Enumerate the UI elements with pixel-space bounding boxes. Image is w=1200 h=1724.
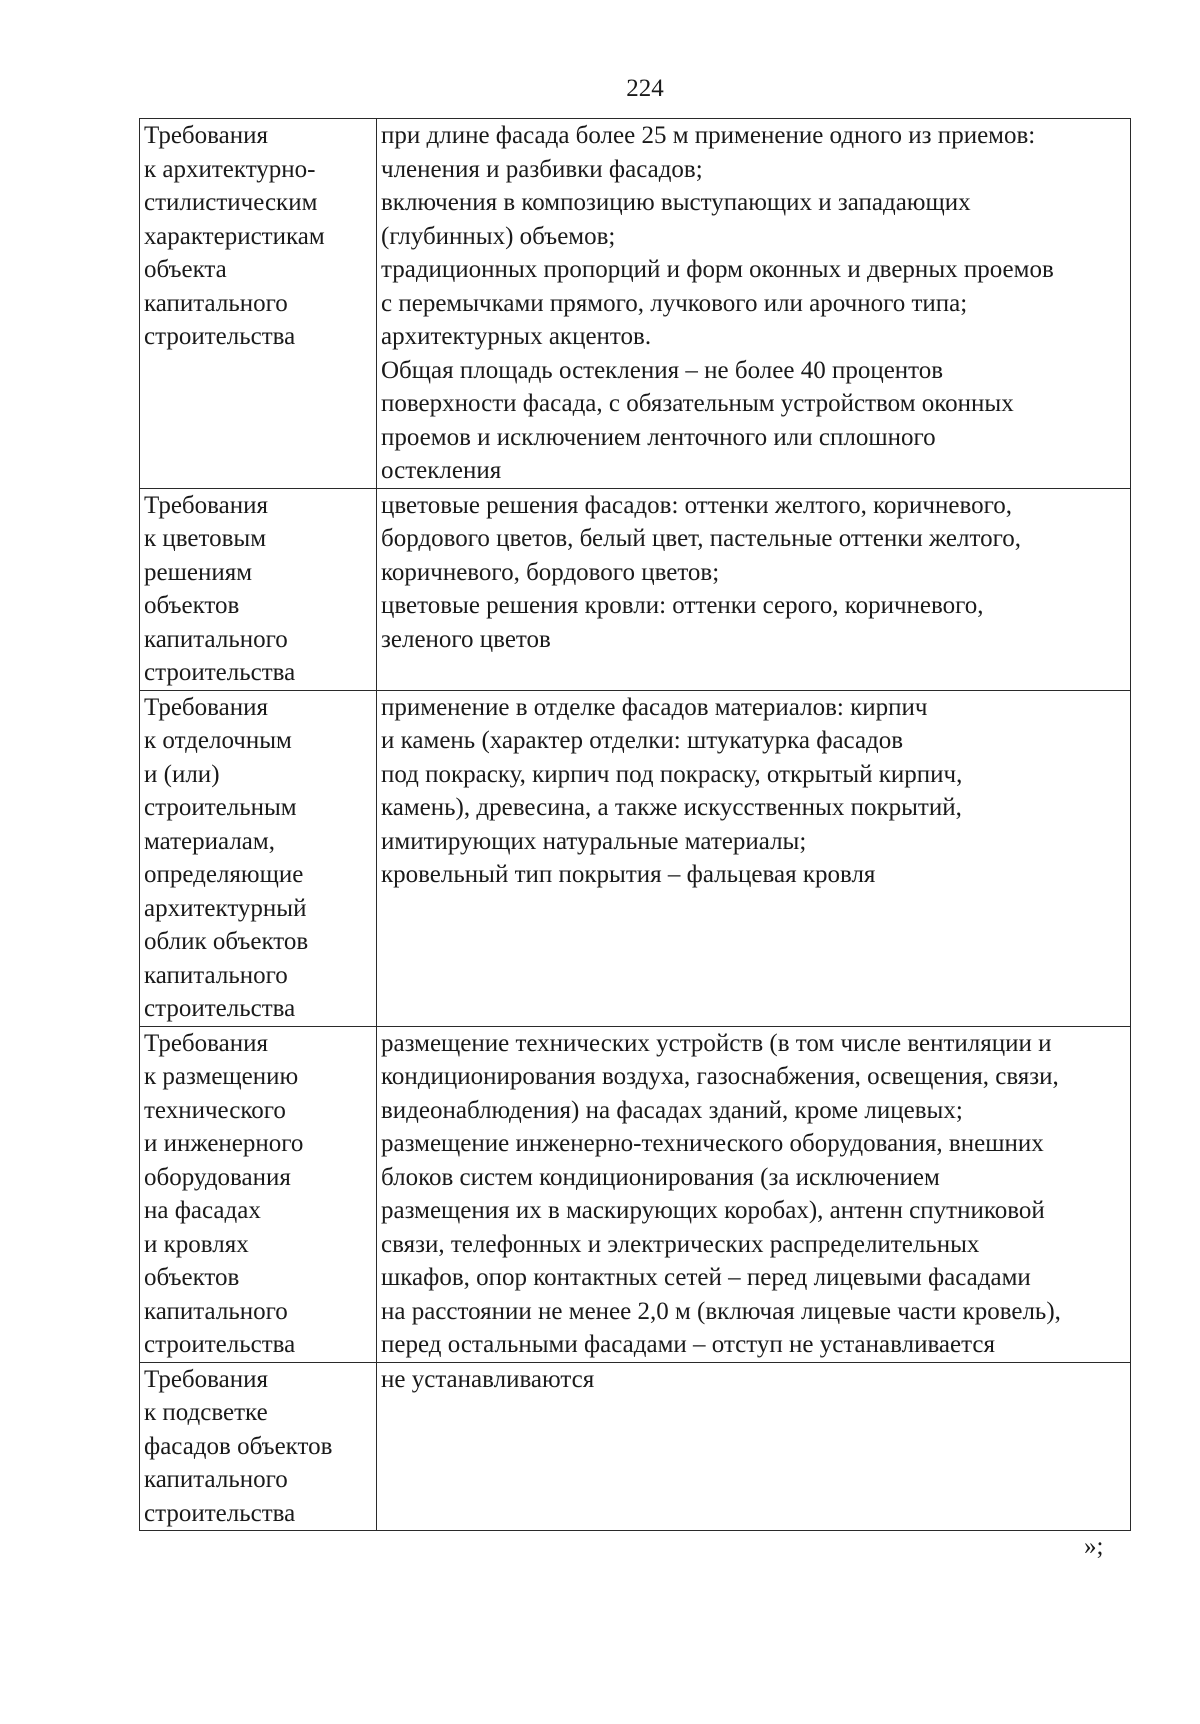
description-text-line: применение в отделке фасадов материалов: кирпич [381, 693, 928, 721]
description-text-line: членения и разбивки фасадов; [381, 155, 703, 183]
description-cell [377, 488, 1131, 690]
requirement-cell [140, 690, 377, 1026]
requirement-text-line: материалам, [144, 827, 275, 855]
requirement-text-line: капитального [144, 1466, 288, 1493]
requirement-text-line: капитального [144, 1297, 288, 1325]
requirement-text-line: на фасадах [144, 1197, 261, 1224]
description-text-line: включения в композицию выступающих и западающих [381, 189, 971, 216]
description-text-line: шкафов, опор контактных сетей – перед лицевыми фасадами [381, 1264, 1031, 1291]
description-text-line: с перемычками прямого, лучкового или арочного типа; [381, 289, 968, 317]
description-text-line: традиционных пропорций и форм оконных и дверных проемов [381, 256, 1054, 283]
requirement-text-line: строительства [144, 323, 296, 350]
requirement-text-line: к цветовым [144, 525, 267, 552]
requirement-cell [140, 1026, 377, 1362]
description-text-line: видеонаблюдения) на фасадах зданий, кроме лицевых; [381, 1096, 963, 1124]
requirement-text-line: к отделочным [144, 727, 292, 754]
table-row [140, 1362, 1131, 1531]
requirement-text-line: фасадов объектов [144, 1432, 333, 1460]
description-text-line: поверхности фасада, с обязательным устройством оконных [381, 390, 1014, 417]
description-cell [377, 690, 1131, 1026]
requirement-cell [140, 488, 377, 690]
requirement-text-line: решениям [144, 558, 253, 586]
description-text-line: на расстоянии не менее 2,0 м (включая лицевые части кровель), [381, 1297, 1061, 1325]
description-text-line: кровельный тип покрытия – фальцевая кровля [381, 861, 876, 888]
requirement-text-line: строительства [144, 995, 296, 1022]
requirement-text-line: технического [144, 1096, 286, 1124]
requirement-cell [140, 119, 377, 489]
requirement-text-line: к архитектурно- [144, 155, 316, 183]
requirement-text-line: капитального [144, 961, 288, 989]
table-row [140, 1026, 1131, 1362]
description-text-line: цветовые решения фасадов: оттенки желтого, коричневого, [381, 491, 1012, 519]
description-text-line: Общая площадь остекления – не более 40 процентов [381, 356, 944, 384]
requirement-text-line: строительства [144, 1331, 296, 1358]
requirement-text-line: к подсветке [144, 1399, 268, 1426]
requirement-text-line: Требования [144, 122, 268, 149]
description-cell [377, 119, 1131, 489]
requirements-table [139, 118, 1131, 1531]
closing-quote-mark: »; [1084, 1533, 1104, 1560]
description-text-line: связи, телефонных и электрических распределительных [381, 1230, 980, 1258]
description-text-line: размещение технических устройств (в том числе вентиляции и [381, 1029, 1052, 1057]
table-row [140, 119, 1131, 489]
requirement-text-line: строительства [144, 659, 296, 686]
requirement-text-line: архитектурный [144, 894, 307, 922]
requirement-text-line: капитального [144, 625, 288, 653]
page-number: 224 [626, 75, 664, 102]
requirement-text-line: капитального [144, 289, 288, 317]
description-text-line: проемов и исключением ленточного или сплошного [381, 423, 936, 451]
description-text-line: имитирующих натуральные материалы; [381, 827, 807, 855]
description-text-line: под покраску, кирпич под покраску, открытый кирпич, [381, 760, 963, 788]
requirement-text-line: облик объектов [144, 928, 309, 955]
requirement-text-line: и кровлях [144, 1230, 249, 1258]
description-text-line: не устанавливаются [381, 1365, 595, 1393]
table-row [140, 690, 1131, 1026]
table-row [140, 488, 1131, 690]
description-text-line: остекления [381, 457, 502, 484]
description-text-line: цветовые решения кровли: оттенки серого, коричневого, [381, 592, 984, 619]
description-text-line: размещение инженерно-технического оборудования, внешних [381, 1130, 1044, 1157]
description-text-line: при длине фасада более 25 м применение одного из приемов: [381, 122, 1036, 149]
description-text-line: бордового цветов, белый цвет, пастельные оттенки желтого, [381, 525, 1021, 552]
requirement-text-line: определяющие [144, 861, 304, 888]
requirement-text-line: строительным [144, 794, 297, 821]
requirement-text-line: Требования [144, 693, 268, 721]
requirement-text-line: стилистическим [144, 189, 318, 216]
requirement-text-line: к размещению [144, 1063, 299, 1090]
requirement-text-line: Требования [144, 1029, 268, 1057]
requirement-text-line: объекта [144, 256, 227, 283]
description-text-line: кондиционирования воздуха, газоснабжения, освещения, связи, [381, 1063, 1059, 1090]
requirement-text-line: и инженерного [144, 1130, 304, 1157]
requirement-text-line: и (или) [144, 760, 220, 788]
description-text-line: зеленого цветов [381, 625, 551, 653]
description-text-line: блоков систем кондиционирования (за исключением [381, 1163, 940, 1191]
requirement-cell [140, 1362, 377, 1531]
description-text-line: перед остальными фасадами – отступ не устанавливается [381, 1331, 995, 1358]
requirement-text-line: оборудования [144, 1163, 291, 1191]
requirement-text-line: Требования [144, 491, 268, 519]
requirement-text-line: строительства [144, 1499, 296, 1527]
description-text-line: камень), древесина, а также искусственных покрытий, [381, 794, 962, 821]
requirement-text-line: Требования [144, 1365, 268, 1393]
description-text-line: размещения их в маскирующих коробах), антенн спутниковой [381, 1197, 1045, 1224]
description-text-line: коричневого, бордового цветов; [381, 558, 720, 586]
description-cell [377, 1026, 1131, 1362]
description-text-line: и камень (характер отделки: штукатурка фасадов [381, 727, 904, 754]
requirement-text-line: характеристикам [144, 222, 325, 250]
requirements-table-body [140, 119, 1131, 1531]
description-text-line: архитектурных акцентов. [381, 323, 652, 350]
description-text-line: (глубинных) объемов; [381, 222, 616, 250]
requirement-text-line: объектов [144, 1264, 240, 1291]
requirement-text-line: объектов [144, 592, 240, 619]
description-cell [377, 1362, 1131, 1531]
